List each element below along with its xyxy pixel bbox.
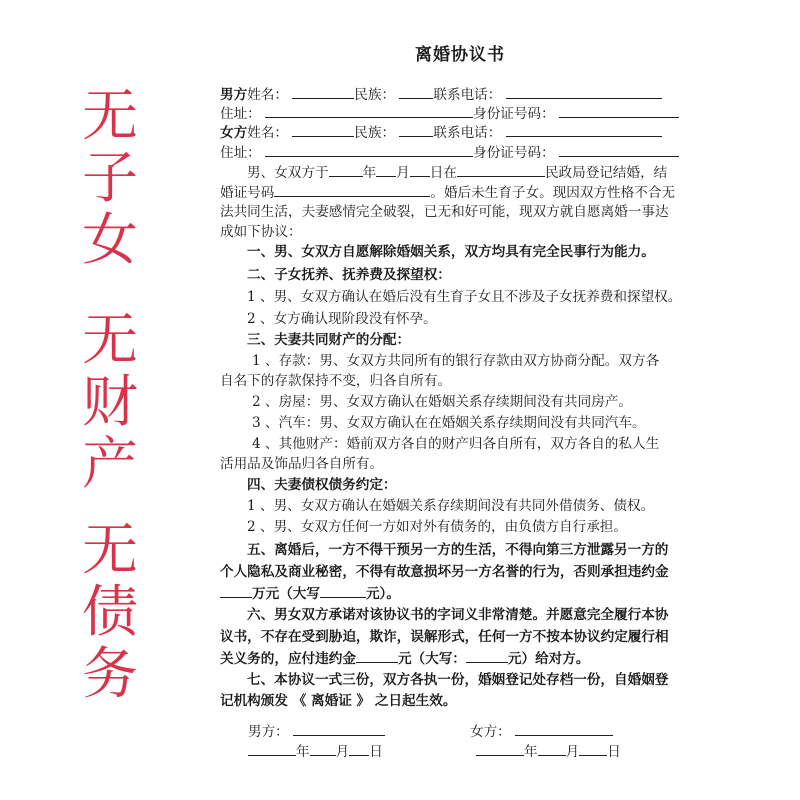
year-label: 年 xyxy=(524,744,538,760)
female-name-field[interactable] xyxy=(292,123,354,137)
clause-4-item-2: 2 、男、女双方任何一方如对外有债务的，由负债方自行承担。 xyxy=(247,519,627,535)
clause-6-line-2: 议书，不存在受到胁迫，欺诈，误解形式，任何一方不按本协议约定履行相 xyxy=(220,629,669,645)
female-sign-year-field[interactable] xyxy=(476,742,524,756)
male-phone-field[interactable] xyxy=(506,85,662,99)
clause-3-item-3: 3 、汽车：男、女双方确认在在婚姻关系存续期间没有共同汽车。 xyxy=(252,415,646,431)
clause-text: 关义务的，应付违约金 xyxy=(220,651,356,667)
clause-6-line-3 xyxy=(220,649,589,668)
address-label: 住址： xyxy=(220,145,261,161)
clause-2-item-1: 1 、男、女双方确认在婚后没有生育子女且不涉及子女抚养费和探望权。 xyxy=(247,289,682,305)
side-char: 产 xyxy=(82,432,138,497)
breach-amount-field[interactable] xyxy=(356,649,398,663)
side-char: 务 xyxy=(82,642,138,707)
intro-text: 婚证号码 xyxy=(220,185,275,201)
penalty-amount-field[interactable] xyxy=(220,584,252,598)
clause-3-item-4b: 活用品及饰品归各自所有。 xyxy=(220,456,384,472)
male-sign-year-field[interactable] xyxy=(248,742,296,756)
phone-label: 联系电话： xyxy=(433,125,502,141)
side-char: 女 xyxy=(82,208,138,273)
male-info-row xyxy=(220,85,662,104)
female-signature-label: 女方： xyxy=(470,724,511,740)
civil-affairs-bureau-field[interactable] xyxy=(457,163,545,177)
marriage-day-field[interactable] xyxy=(410,163,430,177)
intro-line-4: 成如下协议： xyxy=(220,224,302,240)
female-info-row xyxy=(220,123,662,142)
breach-amount-uppercase-field[interactable] xyxy=(466,649,508,663)
side-label-no-property xyxy=(78,310,142,496)
clause-7-line-2: 记机构颁发 《 离婚证 》 之日起生效。 xyxy=(220,693,457,709)
clause-3-item-2: 2 、房屋：男、女双方确认在婚姻关系存续期间没有共同房产。 xyxy=(252,394,632,410)
female-address-row xyxy=(220,143,679,162)
male-sign-day-field[interactable] xyxy=(349,742,369,756)
male-party-label: 男方 xyxy=(220,87,248,103)
male-name-field[interactable] xyxy=(292,85,354,99)
female-date-row xyxy=(476,742,621,762)
ethnicity-label: 民族： xyxy=(354,125,396,141)
name-label: 姓名： xyxy=(247,125,288,141)
side-char: 债 xyxy=(82,580,138,645)
male-date-row xyxy=(248,742,383,762)
male-signature-row xyxy=(248,722,385,742)
day-label: 日 xyxy=(369,744,383,760)
side-char: 无 xyxy=(82,84,138,149)
clause-text: 万元（大写 xyxy=(252,586,320,602)
intro-text: 男、女双方于 xyxy=(247,165,329,181)
month-label: 月 xyxy=(565,744,580,760)
marriage-cert-number-field[interactable] xyxy=(274,183,430,197)
phone-label: 联系电话： xyxy=(433,87,502,103)
clause-text: 元）。 xyxy=(365,586,400,602)
clause-2-title: 二、子女抚养、抚养费及探望权： xyxy=(247,267,451,283)
female-id-field[interactable] xyxy=(559,143,679,157)
clause-3-item-1a: 1 、存款：男、女双方共同所有的银行存款由双方协商分配。双方各 xyxy=(252,353,660,369)
intro-text: 民政局登记结婚，结 xyxy=(544,165,668,181)
marriage-month-field[interactable] xyxy=(376,163,396,177)
male-address-field[interactable] xyxy=(265,104,473,118)
clause-5-line-3 xyxy=(220,584,400,603)
male-address-row xyxy=(220,104,679,123)
month-label: 月 xyxy=(396,165,410,181)
address-label: 住址： xyxy=(220,106,261,122)
clause-3-item-4a: 4 、其他财产：婚前双方各自的财产归各自所有，双方各自的私人生 xyxy=(252,436,660,452)
day-label: 日在 xyxy=(429,165,457,181)
intro-line-3: 法共同生活，夫妻感情完全破裂，已无和好可能，现双方就自愿离婚一事达 xyxy=(220,204,669,220)
female-address-field[interactable] xyxy=(265,143,473,157)
name-label: 姓名： xyxy=(247,87,288,103)
clause-4-item-1: 1 、男、女双方确认在婚姻关系存续期间没有共同外借债务、债权。 xyxy=(247,498,655,514)
male-ethnicity-field[interactable] xyxy=(399,85,433,99)
male-id-field[interactable] xyxy=(559,104,679,118)
male-sign-month-field[interactable] xyxy=(310,742,336,756)
female-signature-row xyxy=(470,722,613,742)
clause-4-title: 四、夫妻债权债务约定： xyxy=(247,477,397,493)
side-char: 无 xyxy=(82,518,138,583)
clause-5-line-1: 五、离婚后，一方不得干预另一方的生活，不得向第三方泄露另一方的 xyxy=(247,542,669,558)
id-label: 身份证号码： xyxy=(473,106,555,122)
side-char: 财 xyxy=(82,370,138,435)
male-signature-label: 男方： xyxy=(248,724,289,740)
marriage-year-field[interactable] xyxy=(329,163,363,177)
year-label: 年 xyxy=(362,165,377,181)
ethnicity-label: 民族： xyxy=(354,87,396,103)
female-ethnicity-field[interactable] xyxy=(399,123,433,137)
intro-line-1 xyxy=(220,163,667,182)
clause-2-item-2: 2 、女方确认现阶段没有怀孕。 xyxy=(247,311,437,327)
side-char: 无 xyxy=(82,308,138,373)
clause-5-line-2: 个人隐私及商业秘密，不得有故意损坏另一方名誉的行为，否则承担违约金 xyxy=(220,564,669,580)
clause-3-item-1b: 自名下的存款保持不变，归各自所有。 xyxy=(220,373,452,389)
side-char: 子 xyxy=(82,146,138,211)
intro-line-2 xyxy=(220,183,675,202)
female-signature-field[interactable] xyxy=(515,722,613,736)
year-label: 年 xyxy=(296,744,310,760)
female-sign-month-field[interactable] xyxy=(538,742,566,756)
male-signature-field[interactable] xyxy=(293,722,385,736)
clause-7-line-1: 七、本协议一式三份，双方各执一份，婚姻登记处存档一份，自婚姻登 xyxy=(247,672,669,688)
clause-1: 一、男、女双方自愿解除婚姻关系，双方均具有完全民事行为能力。 xyxy=(247,244,655,260)
month-label: 月 xyxy=(335,744,350,760)
side-label-no-children xyxy=(78,86,142,272)
female-phone-field[interactable] xyxy=(506,123,662,137)
id-label: 身份证号码： xyxy=(473,145,555,161)
document-title: 离婚协议书 xyxy=(415,45,505,65)
female-sign-day-field[interactable] xyxy=(579,742,607,756)
day-label: 日 xyxy=(607,744,621,760)
clause-text: 元）给对方。 xyxy=(507,651,590,667)
clause-text: 元（大写： xyxy=(397,651,466,667)
penalty-amount-uppercase-field[interactable] xyxy=(320,584,366,598)
clause-3-title: 三、夫妻共同财产的分配： xyxy=(247,332,411,348)
intro-text: 。婚后未生育子女。现因双方性格不合无 xyxy=(430,185,676,201)
female-party-label: 女方 xyxy=(220,125,248,141)
side-label-no-debt xyxy=(78,520,142,706)
clause-6-line-1: 六、男女双方承诺对该协议书的字词义非常清楚。并愿意完全履行本协 xyxy=(247,607,669,623)
